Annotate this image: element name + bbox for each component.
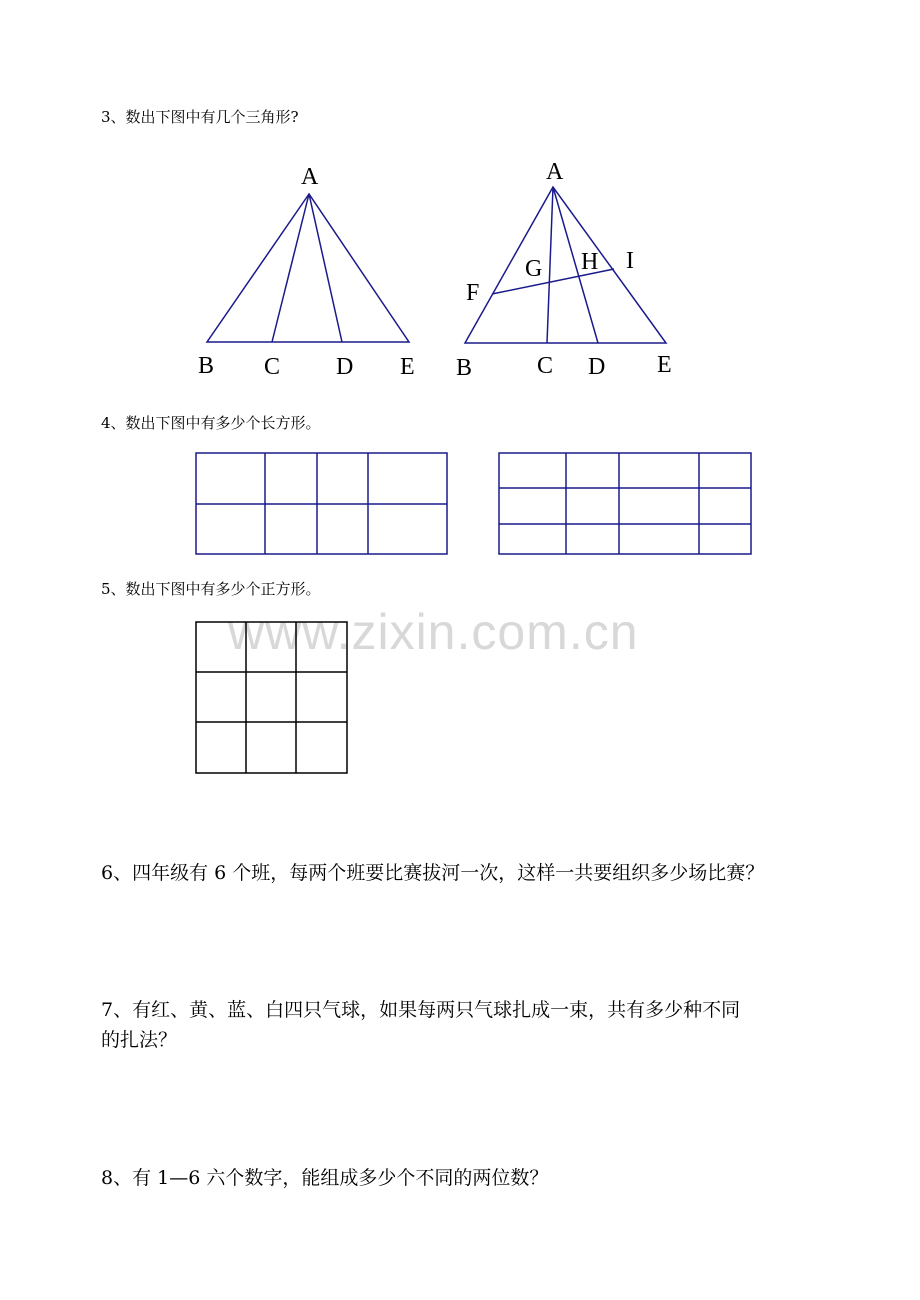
rectangle-grid-1 <box>196 453 447 554</box>
label-c: C <box>264 354 281 380</box>
triangle-figure-1 <box>207 194 409 342</box>
question-7-line-1: 7、有红、黄、蓝、白四只气球，如果每两只气球扎成一束，共有多少种不同 <box>101 999 741 1021</box>
label-f: F <box>466 280 480 306</box>
question-5: 5、数出下图中有多少个正方形。 <box>101 580 321 598</box>
rectangle-grid-2 <box>499 453 751 554</box>
triangle-figure-2 <box>465 187 666 343</box>
label-c: C <box>537 353 554 379</box>
grid-outline <box>196 622 347 773</box>
square-grid <box>196 622 347 773</box>
label-b: B <box>198 353 215 379</box>
line-a-c <box>272 194 309 342</box>
label-a: A <box>546 159 564 185</box>
question-6: 6、四年级有 6 个班，每两个班要比赛拔河一次，这样一共要组织多少场比赛？ <box>101 862 765 884</box>
label-d: D <box>336 354 354 380</box>
watermark: www.zixin.com.cn <box>228 604 639 660</box>
question-4: 4、数出下图中有多少个长方形。 <box>101 414 321 432</box>
label-d: D <box>588 354 606 380</box>
question-3: 3、数出下图中有几个三角形? <box>101 108 299 126</box>
line-a-d <box>309 194 342 342</box>
triangle-1-labels <box>198 164 415 380</box>
question-7-line-2: 的扎法？ <box>101 1029 178 1051</box>
grid-outline <box>499 453 751 554</box>
question-8: 8、有 1—6 六个数字，能组成多少个不同的两位数？ <box>101 1167 549 1189</box>
label-e: E <box>400 354 415 380</box>
label-e: E <box>657 352 672 378</box>
label-g: G <box>525 256 543 282</box>
label-b: B <box>456 355 473 381</box>
label-h: H <box>581 249 599 275</box>
label-i: I <box>626 248 634 274</box>
label-a: A <box>301 164 319 190</box>
line-a-c <box>547 187 553 343</box>
triangle-outline <box>465 187 666 343</box>
triangle-2-labels <box>456 159 672 381</box>
triangle-outline <box>207 194 409 342</box>
